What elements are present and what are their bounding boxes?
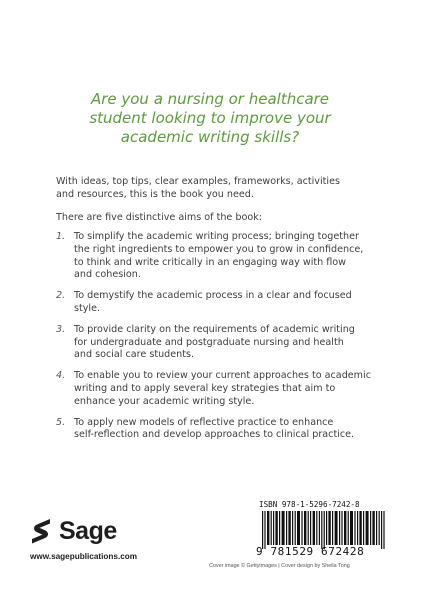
aim-line: To provide clarity on the requirements of academic writing — [74, 323, 355, 335]
aim-line: to think and write critically in an engaging way with flow — [74, 256, 347, 268]
aim-number: 1. — [56, 231, 66, 242]
aims-intro-text: There are five distinctive aims of the book: — [56, 212, 263, 223]
tagline-line: student looking to improve your — [89, 109, 331, 127]
barcode-digits: 9 781529 672428 — [256, 545, 365, 558]
list-item — [56, 370, 386, 408]
aim-line: To demystify the academic process in a clear and focused — [74, 290, 352, 302]
sage-logo — [30, 516, 140, 546]
publisher-url: www.sagepublications.com — [30, 552, 138, 561]
isbn-label: ISBN 978-1-5296-7242-8 — [259, 500, 360, 509]
intro-line: and resources, this is the book you need. — [56, 188, 254, 200]
intro-paragraph — [56, 176, 376, 202]
list-item — [56, 417, 386, 443]
tagline-line: Are you a nursing or healthcare — [90, 90, 330, 108]
list-item — [56, 290, 386, 316]
aims-list — [56, 231, 386, 450]
list-item — [56, 324, 386, 362]
aim-line: and social care students. — [74, 349, 195, 361]
aim-line: writing and to apply several key strategies that aim to — [74, 382, 336, 394]
tagline — [60, 90, 360, 147]
aim-number: 3. — [56, 323, 66, 335]
aim-line: self-reflection and develop approaches to clinical practice. — [74, 429, 355, 441]
aim-line: the right ingredients to empower you to grow in confidence, — [74, 243, 364, 255]
aim-number: 4. — [56, 370, 66, 382]
aim-line: style. — [74, 302, 101, 314]
aim-line: and cohesion. — [74, 269, 141, 281]
aim-number: 5. — [56, 416, 66, 428]
aim-line: To simplify the academic writing process; bringing together — [74, 231, 359, 242]
sage-s-mark-icon — [30, 516, 52, 546]
aims-intro — [56, 212, 376, 225]
tagline-line: academic writing skills? — [120, 128, 300, 146]
cover-credits: Cover image © Gettyimages | Cover design by Sheila Tong — [209, 563, 350, 569]
aim-line: enhance your academic writing style. — [74, 395, 255, 407]
aim-line: for undergraduate and postgraduate nursing and health — [74, 336, 344, 348]
logo-wordmark: Sage — [59, 517, 117, 545]
aim-number: 2. — [56, 290, 66, 302]
barcode-icon — [262, 511, 388, 549]
intro-line: With ideas, top tips, clear examples, frameworks, activities — [56, 176, 340, 187]
aim-line: To enable you to review your current approaches to academic — [74, 370, 371, 382]
aim-line: To apply new models of reflective practice to enhance — [74, 416, 334, 428]
list-item — [56, 231, 386, 282]
